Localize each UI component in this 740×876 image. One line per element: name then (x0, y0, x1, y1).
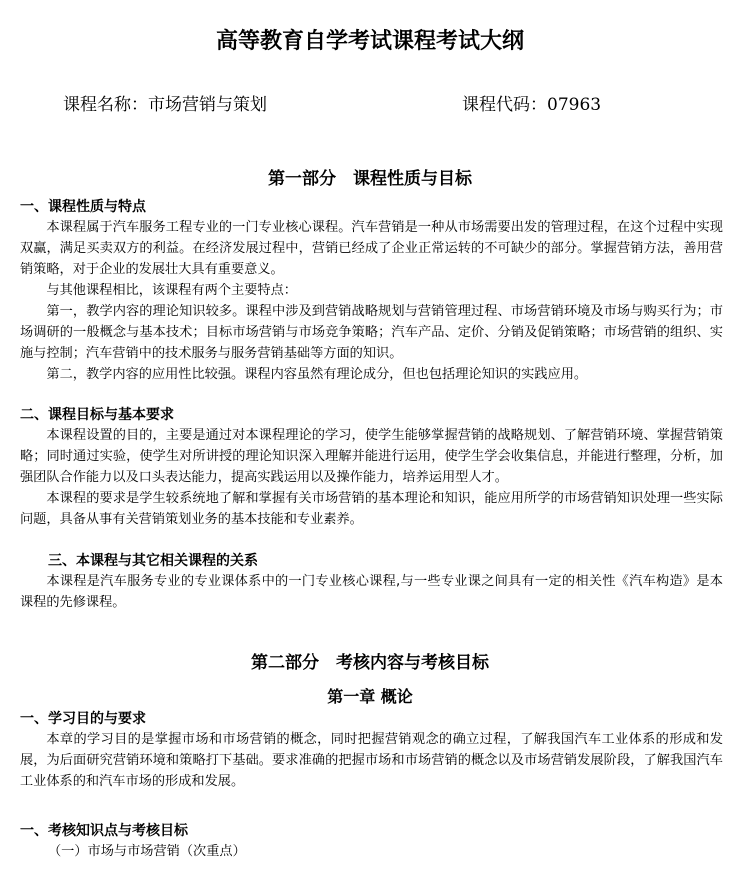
document-title: 高等教育自学考试课程考试大纲 (215, 28, 524, 54)
section-3-heading: 三、本课程与其它相关课程的关系 (48, 553, 258, 569)
section-1-paragraph-2: 与其他课程相比，该课程有两个主要特点： (46, 283, 297, 298)
course-code-label: 课程代码： (462, 95, 547, 115)
exam-points-heading: 一、考核知识点与考核目标 (20, 823, 188, 839)
course-name-value: 市场营销与策划 (148, 95, 267, 115)
learning-purpose-paragraph: 本章的学习目的是掌握市场和市场营销的概念，同时把握营销观念的确立过程，了解我国汽车工业体系的形成和发展，为后面研究营销环境和策略打下基础。要求准确的把握市场和市场营销的概念以及市场营销发展阶段，了解我国汽车工业体系的和汽车市场的形成和发展。 (20, 732, 723, 789)
section-2-heading: 二、课程目标与基本要求 (20, 407, 174, 423)
course-code (462, 90, 601, 115)
part-two-heading: 第二部分 考核内容与考核目标 (251, 653, 489, 673)
course-name (63, 90, 267, 115)
section-2-paragraph-2: 本课程的要求是学生较系统地了解和掌握有关市场营销的基本理论和知识，能应用所学的市场营销知识处理一些实际问题，具备从事有关营销策划业务的基本技能和专业素养。 (20, 491, 723, 527)
part-one-heading: 第一部分 课程性质与目标 (268, 169, 472, 189)
section-1-heading: 一、课程性质与特点 (20, 199, 146, 215)
section-1-paragraph-1: 本课程属于汽车服务工程专业的一门专业核心课程。汽车营销是一种从市场需要出发的管理过程，在这个过程中实现双赢，满足买卖双方的利益。在经济发展过程中，营销已经成了企业正常运转的不可缺少的部分。掌握营销方法，善用营销策略，对于企业的发展壮大具有重要意义。 (20, 220, 723, 277)
section-2-paragraph-1: 本课程设置的目的，主要是通过对本课程理论的学习，使学生能够掌握营销的战略规划、了解营销环境、掌握营销策略；同时通过实验，使学生对所讲授的理论知识深入理解并能进行运用，使学生学会收集信息，并能进行整理，分析，加强团队合作能力以及口头表达能力，提高实践运用以及操作能力，培养运用型人才。 (20, 428, 723, 485)
exam-point-item-1: （一）市场与市场营销（次重点） (48, 844, 246, 859)
course-name-label: 课程名称： (63, 95, 148, 115)
section-1-paragraph-4: 第二，教学内容的应用性比较强。课程内容虽然有理论成分，但也包括理论知识的实践应用。 (46, 367, 588, 382)
section-3-paragraph-1: 本课程是汽车服务专业的专业课体系中的一门专业核心课程,与一些专业课之间具有一定的相关性《汽车构造》是本课程的先修课程。 (20, 574, 723, 610)
section-1-paragraph-3: 第一，教学内容的理论知识较多。课程中涉及到营销战略规划与营销管理过程、市场营销环境及市场与购买行为；市场调研的一般概念与基本技术；目标市场营销与市场竞争策略；汽车产品、定价、分销及促销策略；市场营销的组织、实施与控制；汽车营销中的技术服务与服务营销基础等方面的知识。 (20, 304, 723, 361)
chapter-one-heading: 第一章 概论 (327, 687, 413, 706)
course-code-value: 07963 (547, 95, 602, 115)
learning-purpose-heading: 一、学习目的与要求 (20, 711, 146, 727)
